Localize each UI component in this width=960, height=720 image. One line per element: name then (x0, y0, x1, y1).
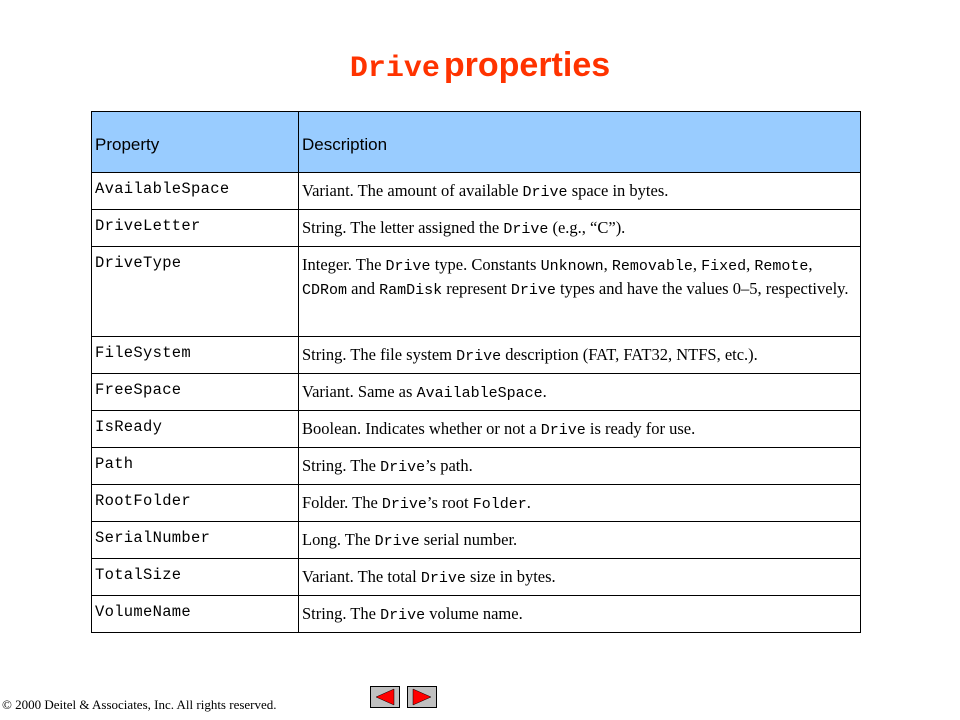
description-text: Long. The (302, 530, 375, 549)
code-term: Drive (510, 282, 556, 299)
description-text: (e.g., “C”). (548, 218, 626, 237)
code-term: Drive (380, 607, 426, 624)
code-term: Drive (420, 570, 466, 587)
description-text: ’s path. (425, 456, 473, 475)
property-name: SerialNumber (92, 522, 299, 559)
property-name: IsReady (92, 411, 299, 448)
table-row (92, 374, 861, 411)
property-description (299, 247, 861, 337)
description-text: Boolean. Indicates whether or not a (302, 419, 541, 438)
code-term: CDRom (302, 282, 348, 299)
description-text: Folder. The (302, 493, 382, 512)
property-name: FreeSpace (92, 374, 299, 411)
code-term: Drive (503, 221, 549, 238)
description-text: String. The (302, 456, 381, 475)
property-description (299, 559, 861, 596)
description-text: type. Constants (430, 255, 541, 274)
header-description: Description (299, 112, 861, 173)
table-row (92, 411, 861, 448)
description-text: size in bytes. (465, 567, 556, 586)
property-description (299, 173, 861, 210)
description-text: . (526, 493, 531, 512)
table-row (92, 559, 861, 596)
description-text: types and have the values 0–5, respectively. (555, 279, 849, 298)
code-term: RamDisk (379, 282, 443, 299)
description-text: Variant. Same as (302, 382, 417, 401)
property-name: DriveType (92, 247, 299, 337)
property-name: Path (92, 448, 299, 485)
code-term: Drive (522, 184, 568, 201)
description-text: represent (442, 279, 511, 298)
description-text: Integer. The (302, 255, 386, 274)
description-text: , (692, 255, 702, 274)
table-row (92, 337, 861, 374)
copyright-footer: © 2000 Deitel & Associates, Inc. All rights reserved. (2, 697, 277, 712)
property-description (299, 374, 861, 411)
code-term: Drive (385, 258, 431, 275)
slide-title (0, 46, 960, 86)
table-row (92, 522, 861, 559)
code-term: Drive (540, 422, 586, 439)
code-term: Fixed (701, 258, 747, 275)
next-slide-button[interactable] (407, 686, 437, 708)
description-text: volume name. (425, 604, 523, 623)
code-term: Remote (754, 258, 809, 275)
description-text: , (808, 255, 813, 274)
description-text: serial number. (419, 530, 518, 549)
description-text: Variant. The amount of available (302, 181, 523, 200)
code-term: Folder (472, 496, 527, 513)
table-row (92, 173, 861, 210)
title-word: properties (443, 46, 611, 84)
description-text: . (542, 382, 547, 401)
property-description (299, 596, 861, 633)
property-name: FileSystem (92, 337, 299, 374)
code-term: Removable (611, 258, 693, 275)
property-description (299, 411, 861, 448)
code-term: Drive (374, 533, 420, 550)
code-term: Drive (380, 459, 426, 476)
description-text: description (FAT, FAT32, NTFS, etc.). (501, 345, 758, 364)
code-term: AvailableSpace (416, 385, 543, 402)
property-name: AvailableSpace (92, 173, 299, 210)
property-description (299, 485, 861, 522)
description-text: and (347, 279, 380, 298)
description-text: String. The file system (302, 345, 457, 364)
description-text: ’s root (426, 493, 473, 512)
header-property: Property (92, 112, 299, 173)
table-row (92, 210, 861, 247)
description-text: space in bytes. (567, 181, 669, 200)
table-row (92, 596, 861, 633)
code-term: Drive (381, 496, 427, 513)
previous-slide-button[interactable] (370, 686, 400, 708)
title-code: Drive (349, 52, 440, 86)
property-description (299, 337, 861, 374)
description-text: is ready for use. (585, 419, 696, 438)
table-body (92, 173, 861, 633)
description-text: , (746, 255, 755, 274)
property-description (299, 522, 861, 559)
code-term: Unknown (540, 258, 604, 275)
property-name: DriveLetter (92, 210, 299, 247)
table-row (92, 448, 861, 485)
description-text: , (603, 255, 612, 274)
description-text: String. The (302, 604, 381, 623)
property-name: TotalSize (92, 559, 299, 596)
property-description (299, 448, 861, 485)
property-description (299, 210, 861, 247)
description-text: Variant. The total (302, 567, 421, 586)
property-name: VolumeName (92, 596, 299, 633)
table-row (92, 247, 861, 337)
table-row (92, 485, 861, 522)
properties-table (91, 111, 861, 633)
code-term: Drive (456, 348, 502, 365)
table-header-row (92, 112, 861, 173)
property-name: RootFolder (92, 485, 299, 522)
description-text: String. The letter assigned the (302, 218, 504, 237)
